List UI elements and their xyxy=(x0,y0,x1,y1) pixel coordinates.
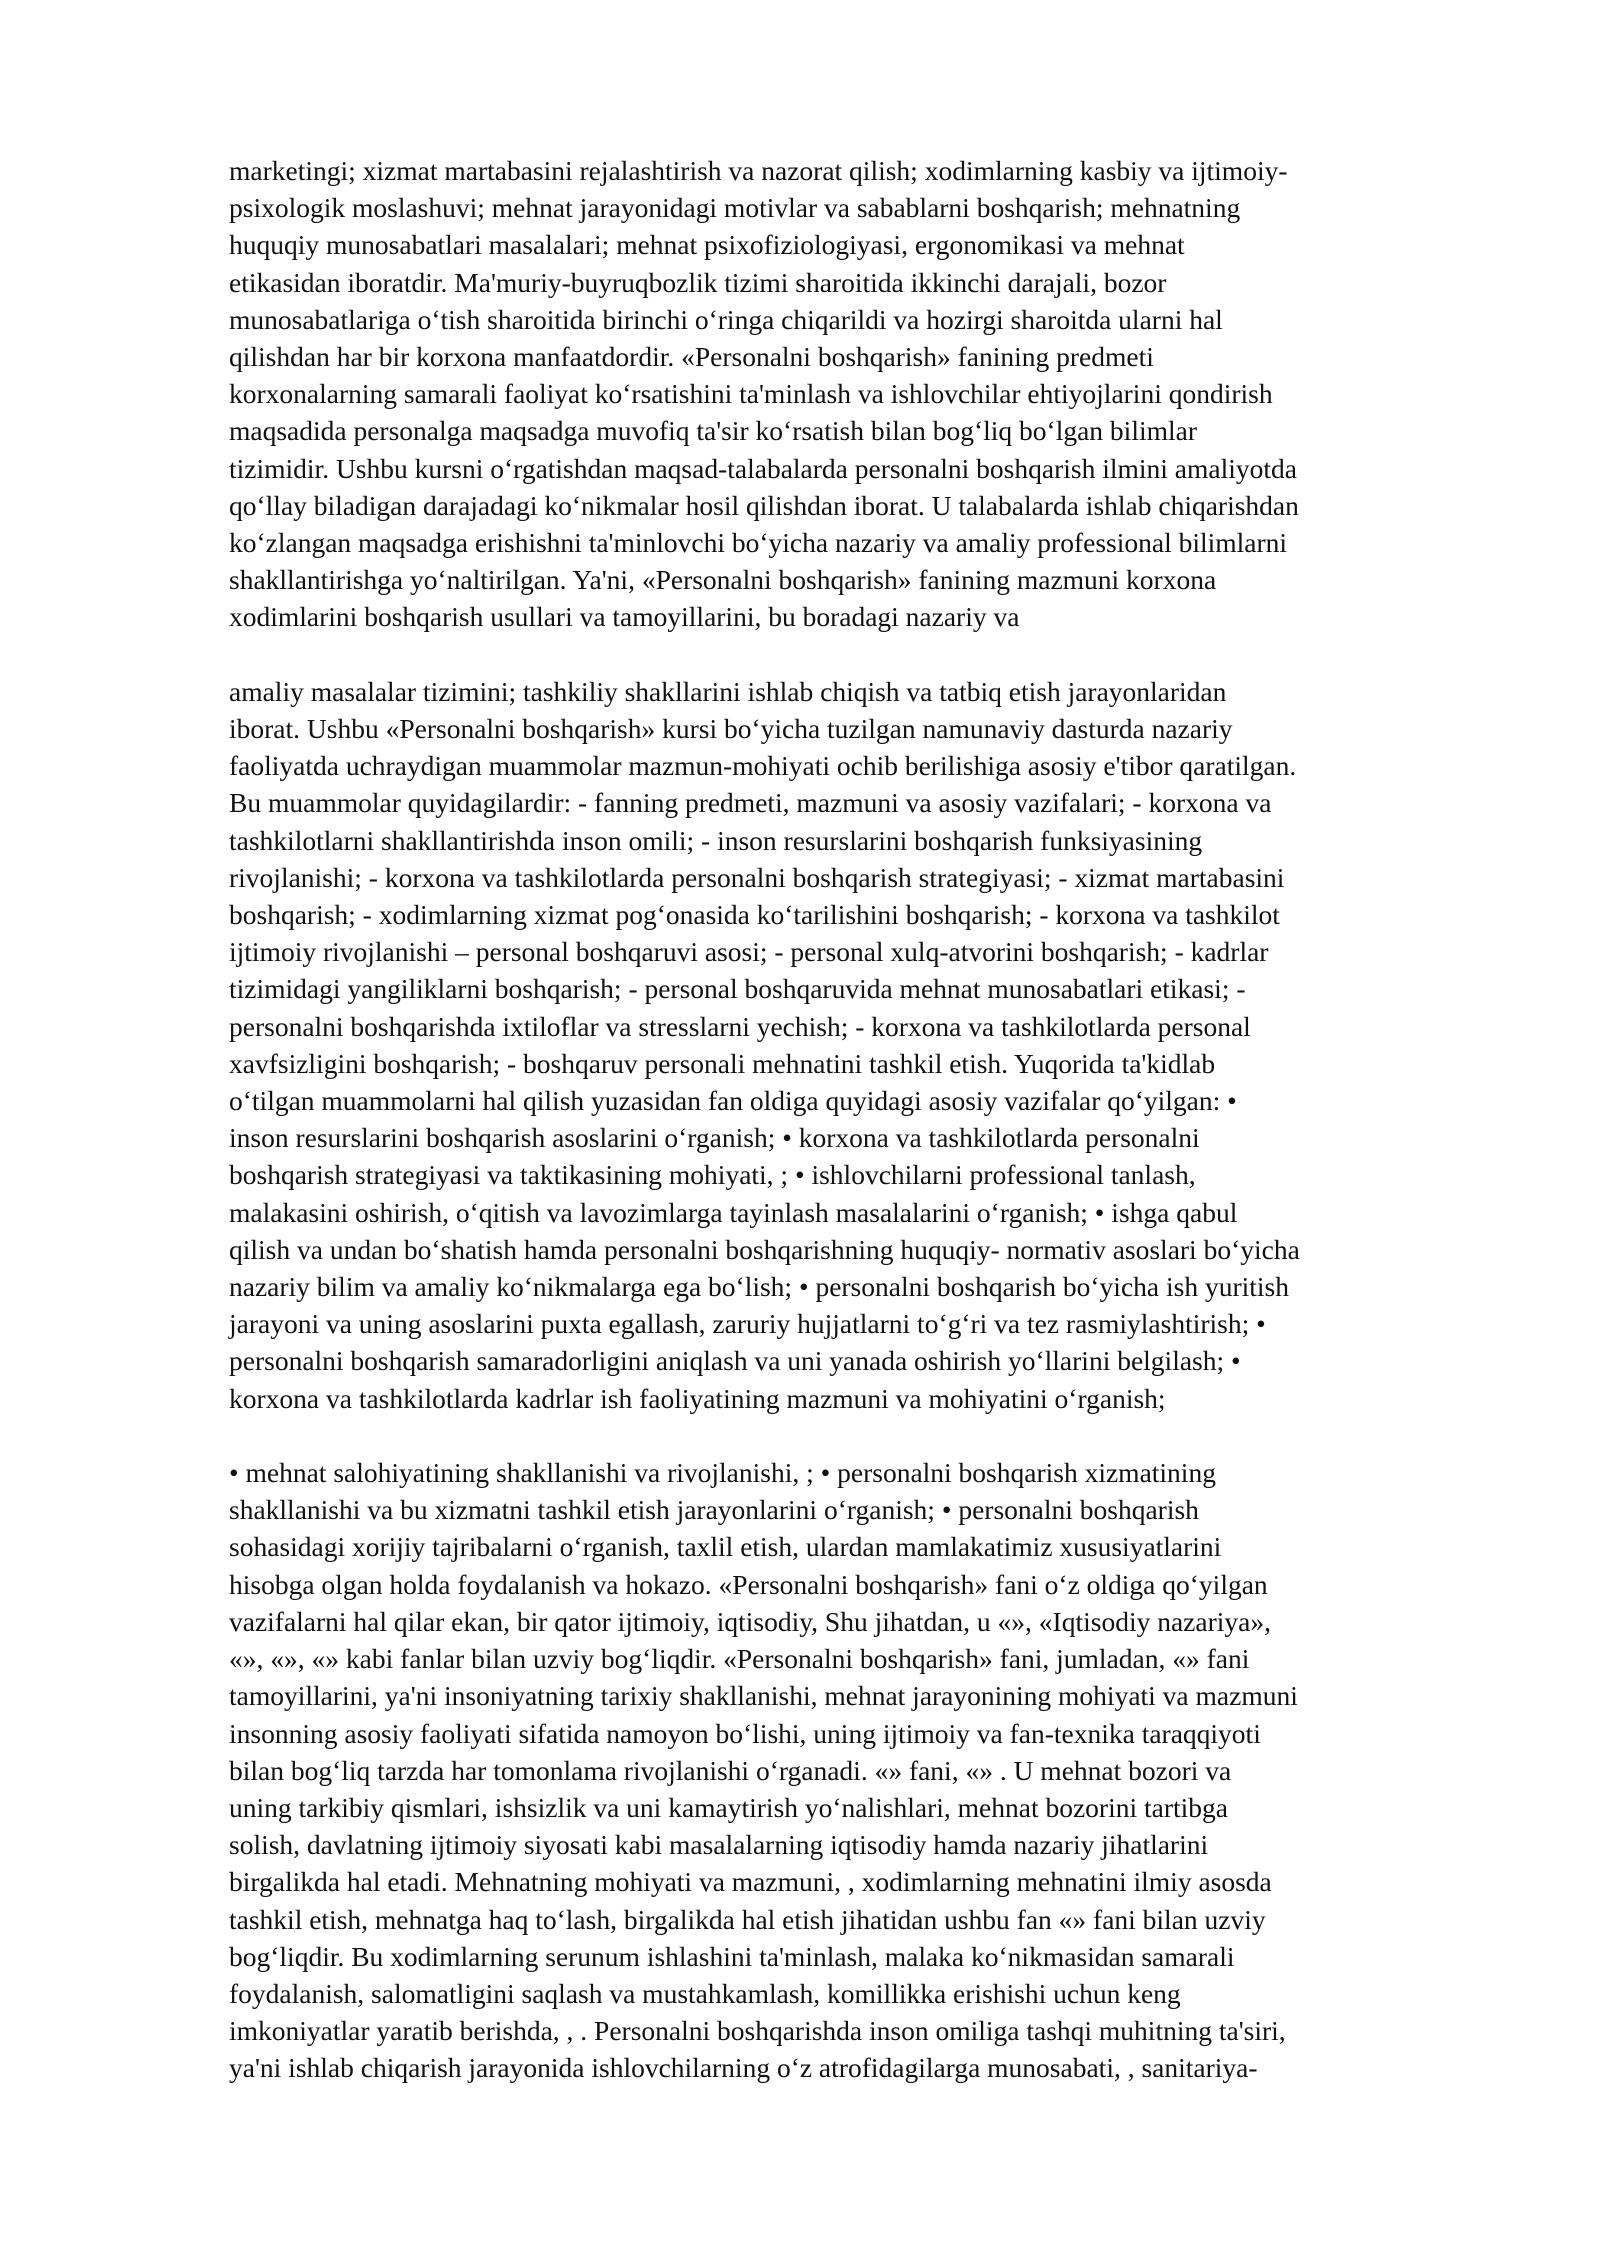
paragraph-1: marketingi; xizmat martabasini rejalashtirish va nazorat qilish; xodimlarning kasbiy va ijtimoiy- psixologik moslashuvi; mehnat jarayonidagi motivlar va sabablarni boshqarish; mehnatning huquqiy munosabatlari masalalari; mehnat psixofiziologiyasi, ergonomikasi va mehnat etikasidan iboratdir. Ma'muriy-buyruqbozlik tizimi sharoitida ikkinchi darajali, bozor munosabatlariga o‘tish sharoitida birinchi o‘ringa chiqarildi va hozirgi sharoitda ularni hal qilishdan har bir korxona manfaatdordir. «Personalni boshqarish» fanining predmeti korxonalarning samarali faoliyat ko‘rsatishini ta'minlash va ishlovchilar ehtiyojlarini qondirish maqsadida personalga maqsadga muvofiq ta'sir ko‘rsatish bilan bog‘liq bo‘lgan bilimlar tizimidir. Ushbu kursni o‘rgatishdan maqsad-talabalarda personalni boshqarish ilmini amaliyotda qo‘llay biladigan darajadagi ko‘nikmalar hosil qilishdan iborat. U talabalarda ishlab chiqarishdan ko‘zlangan maqsadga erishishni ta'minlovchi bo‘yicha nazariy va amaliy professional bilimlarni shakllantirishga yo‘naltirilgan. Ya'ni, «Personalni boshqarish» fanining mazmuni korxona xodimlarini boshqarish usullari va tamoyillarini, bu boradagi nazariy va xyxy=(229,155,1299,633)
paragraph-3: • mehnat salohiyatining shakllanishi va rivojlanishi, ; • personalni boshqarish xizmatining shakllanishi va bu xizmatni tashkil etish jarayonlarini o‘rganish; • personalni boshqarish sohasidagi xorijiy tajribalarni o‘rganish, taxlil etish, ulardan mamlakatimiz xususiyatlarini hisobga olgan holda foydalanish va hokazo. «Personalni boshqarish» fani o‘z oldiga qo‘yilgan vazifalarni hal qilar ekan, bir qator ijtimoiy, iqtisodiy, Shu jihatdan, u «», «Iqtisodiy nazariya», «», «», «» kabi fanlar bilan uzviy bog‘liqdir. «Personalni boshqarish» fani, jumladan, «» fani tamoyillarini, ya'ni insoniyatning tarixiy shakllanishi, mehnat jarayonining mohiyati va mazmuni insonning asosiy faoliyati sifatida namoyon bo‘lishi, uning ijtimoiy va fan-texnika taraqqiyoti bilan bog‘liq tarzda har tomonlama rivojlanishi o‘rganadi. «» fani, «» . U mehnat bozori va uning tarkibiy qismlari, ishsizlik va uni kamaytirish yo‘nalishlari, mehnat bozorini tartibga solish, davlatning ijtimoiy siyosati kabi masalalarning iqtisodiy hamda nazariy jihatlarini birgalikda hal etadi. Mehnatning mohiyati va mazmuni, , xodimlarning mehnatini ilmiy asosda tashkil etish, mehnatga haq to‘lash, birgalikda hal etish jihatidan ushbu fan «» fani bilan uzviy bog‘liqdir. Bu xodimlarning serunum ishlashini ta'minlash, malaka ko‘nikmasidan samarali foydalanish, salomatligini saqlash va mustahkamlash, komillikka erishishi uchun keng imkoniyatlar yaratib berishda, , . Personalni boshqarishda inson omiliga tashqi muhitning ta'siri, ya'ni ishlab chiqarish jarayonida ishlovchilarning o‘z atrofidagilarga munosabati, , sanitariya- xyxy=(229,1457,1298,2084)
document-page xyxy=(229,152,1499,2087)
paragraph-2: amaliy masalalar tizimini; tashkiliy shakllarini ishlab chiqish va tatbiq etish jarayonlaridan iborat. Ushbu «Personalni boshqarish» kursi bo‘yicha tuzilgan namunaviy dasturda nazariy faoliyatda uchraydigan muammolar mazmun-mohiyati ochib berilishiga asosiy e'tibor qaratilgan. Bu muammolar quyidagilardir: - fanning predmeti, mazmuni va asosiy vazifalari; - korxona va tashkilotlarni shakllantirishda inson omili; - inson resurslarini boshqarish funksiyasining rivojlanishi; - korxona va tashkilotlarda personalni boshqarish strategiyasi; - xizmat martabasini boshqarish; - xodimlarning xizmat pog‘onasida ko‘tarilishini boshqarish; - korxona va tashkilot ijtimoiy rivojlanishi – personal boshqaruvi asosi; - personal xulq-atvorini boshqarish; - kadrlar tizimidagi yangiliklarni boshqarish; - personal boshqaruvida mehnat munosabatlari etikasi; - personalni boshqarishda ixtiloflar va stresslarni yechish; - korxona va tashkilotlarda personal xavfsizligini boshqarish; - boshqaruv personali mehnatini tashkil etish. Yuqorida ta'kidlab o‘tilgan muammolarni hal qilish yuzasidan fan oldiga quyidagi asosiy vazifalar qo‘yilgan: • inson resurslarini boshqarish asoslarini o‘rganish; • korxona va tashkilotlarda personalni boshqarish strategiyasi va taktikasining mohiyati, ; • ishlovchilarni professional tanlash, malakasini oshirish, o‘qitish va lavozimlarga tayinlash masalalarini o‘rganish; • ishga qabul qilish va undan bo‘shatish hamda personalni boshqarishning huquqiy- normativ asoslari bo‘yicha nazariy bilim va amaliy ko‘nikmalarga ega bo‘lish; • personalni boshqarish bo‘yicha ish yuritish jarayoni va uning asoslarini puxta egallash, zaruriy hujjatlarni to‘g‘ri va tez rasmiylashtirish; • personalni boshqarish samaradorligini aniqlash va uni yanada oshirish yo‘llarini belgilash; • korxona va tashkilotlarda kadrlar ish faoliyatining mazmuni va mohiyatini o‘rganish; xyxy=(229,675,1300,1414)
